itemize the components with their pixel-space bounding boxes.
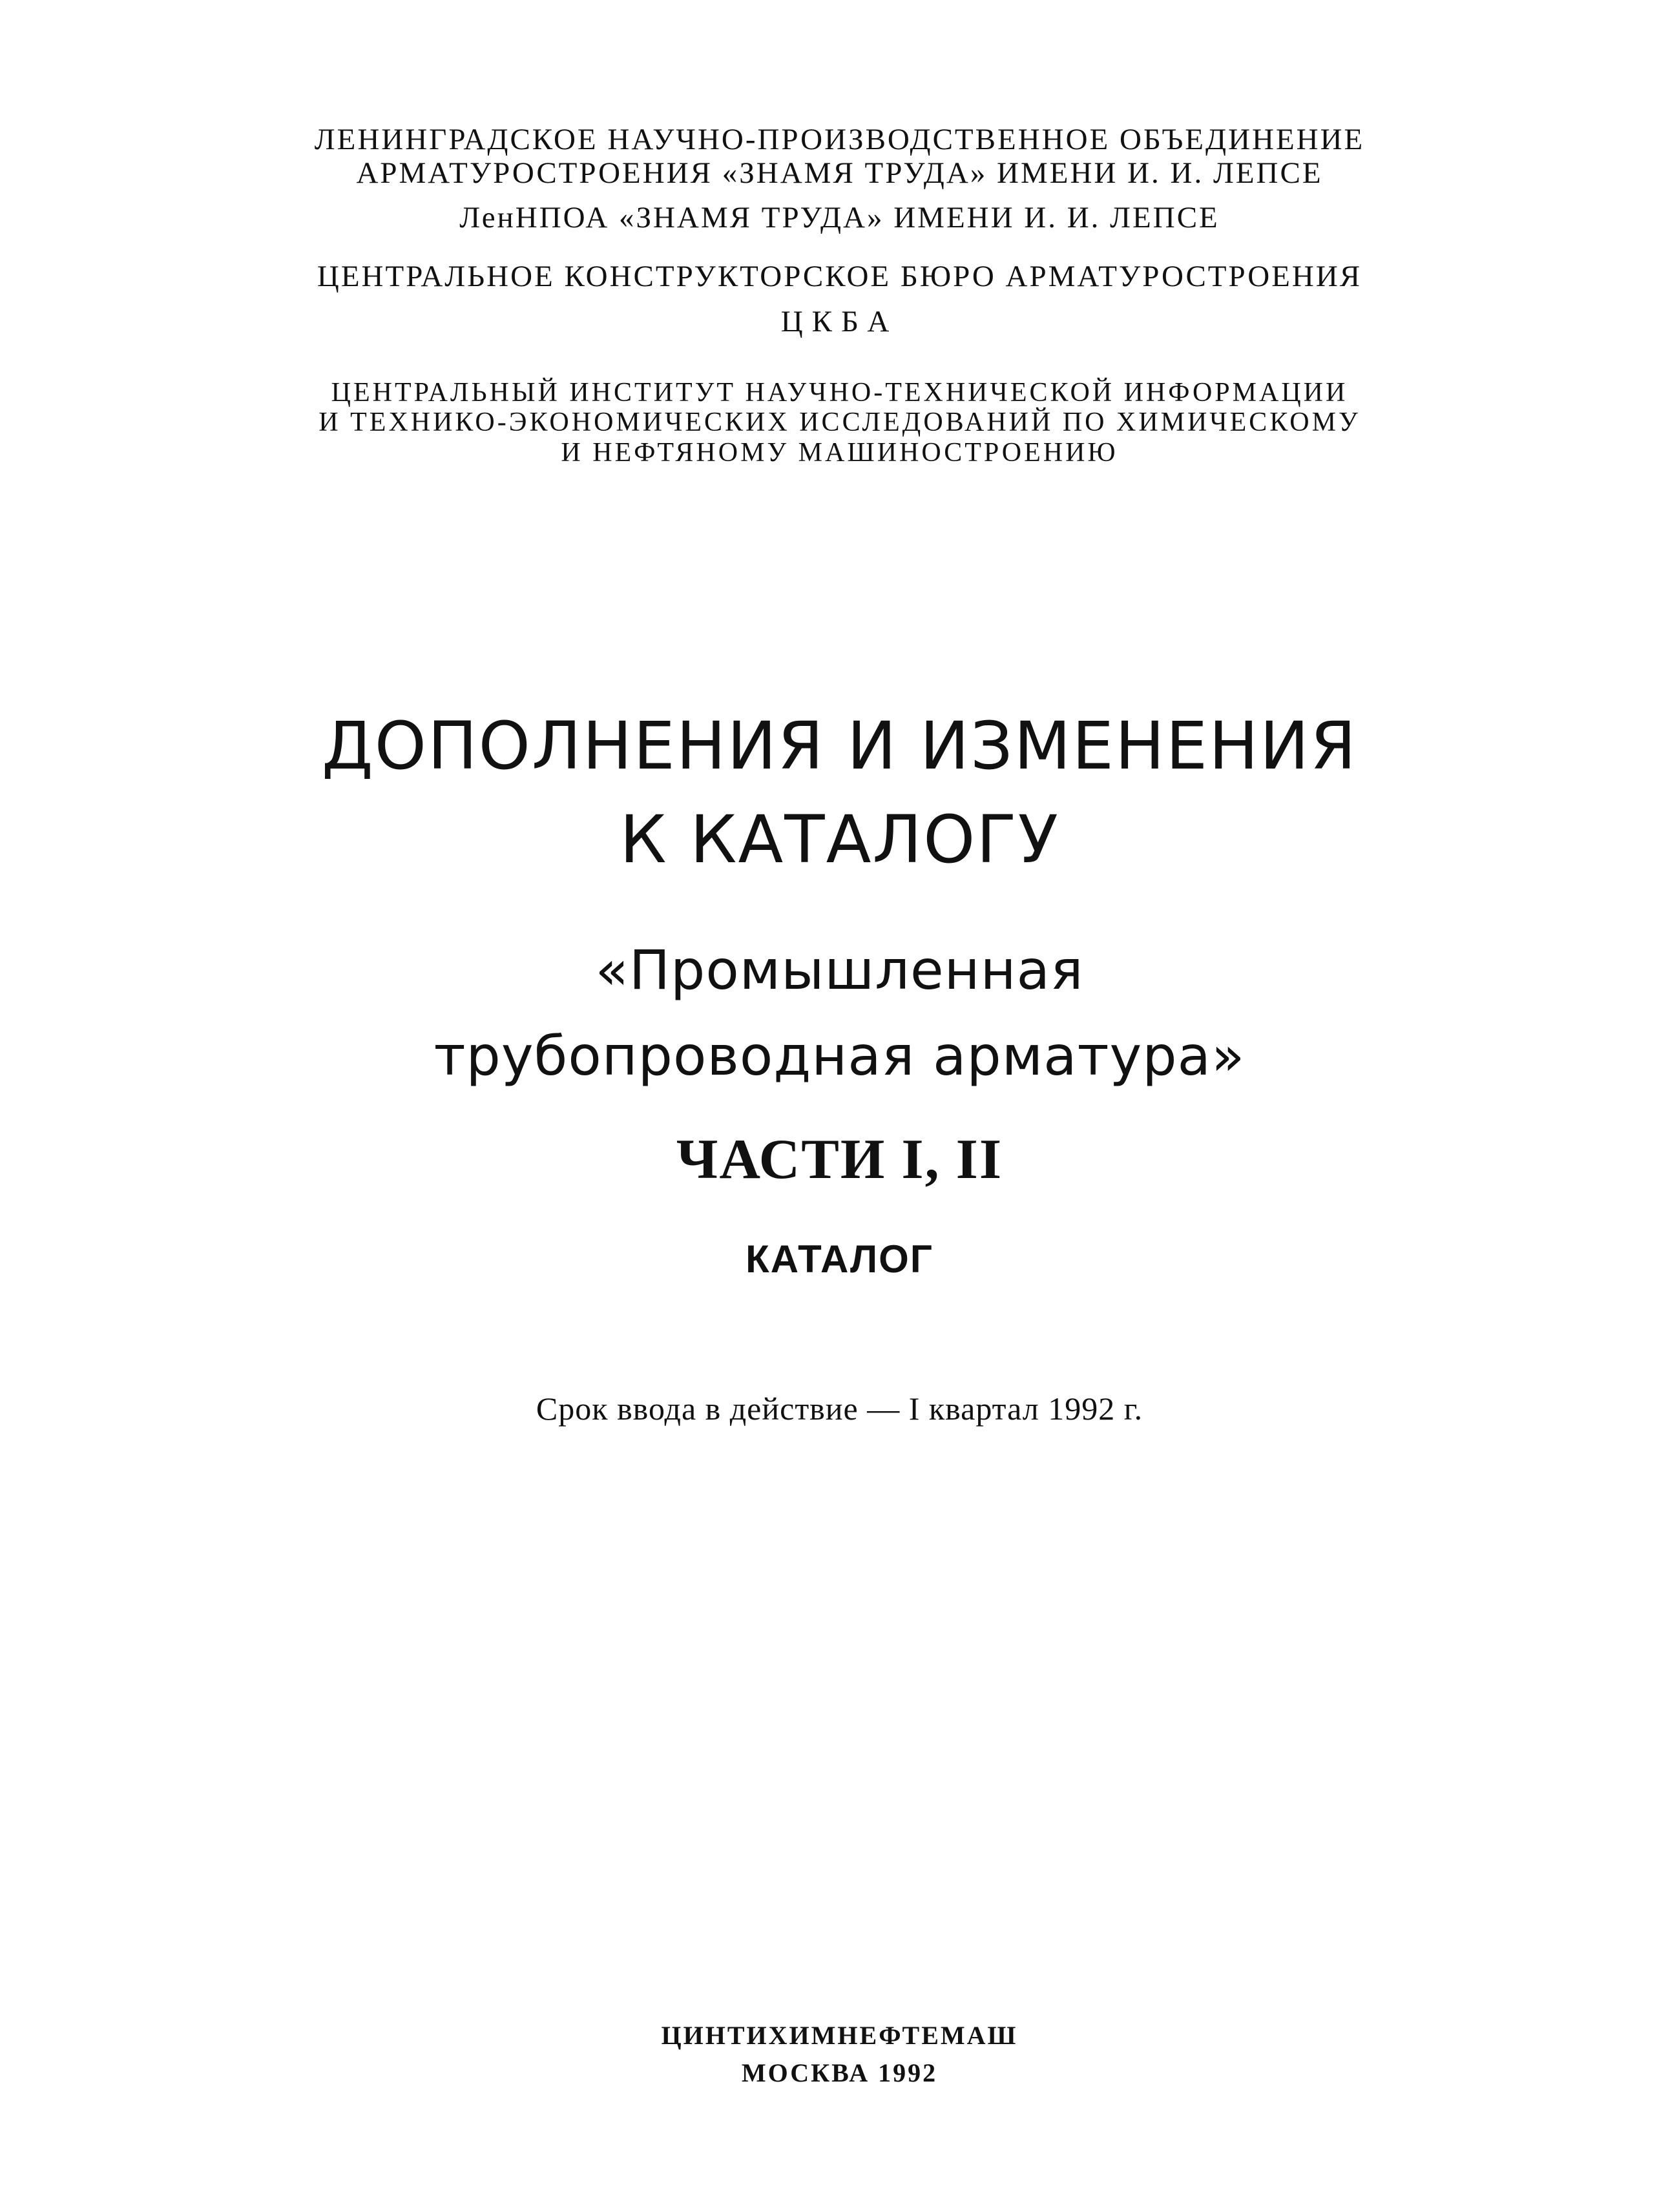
main-title-line-2: К КАТАЛОГУ — [620, 801, 1059, 878]
catalog-parts: ЧАСТИ I, II — [676, 1128, 1003, 1191]
org-name-line-1: ЛЕНИНГРАДСКОЕ НАУЧНО-ПРОИЗВОДСТВЕННОЕ ОБЪЕДИНЕНИЕ — [314, 123, 1365, 156]
org-short-name: ЛенНПОА «ЗНАМЯ ТРУДА» ИМЕНИ И. И. ЛЕПСЕ — [459, 201, 1220, 234]
design-bureau-abbreviation: ЦКБА — [780, 305, 899, 338]
catalog-name-line-2: трубопроводная арматура» — [433, 1024, 1246, 1088]
institute-name-line-2: И ТЕХНИКО-ЭКОНОМИЧЕСКИХ ИССЛЕДОВАНИЙ ПО ХИМИЧЕСКОМУ — [318, 408, 1361, 437]
institute-name-line-1: ЦЕНТРАЛЬНЫЙ ИНСТИТУТ НАУЧНО-ТЕХНИЧЕСКОЙ ИНФОРМАЦИИ — [331, 378, 1348, 408]
catalog-name-line-1: «Промышленная — [595, 938, 1084, 1002]
org-name-line-2: АРМАТУРОСТРОЕНИЯ «ЗНАМЯ ТРУДА» ИМЕНИ И. И. ЛЕПСЕ — [356, 156, 1323, 190]
institute-name-line-3: И НЕФТЯНОМУ МАШИНОСТРОЕНИЮ — [561, 438, 1118, 468]
effective-date: Срок ввода в действие — I квартал 1992 г. — [536, 1390, 1143, 1427]
document-kind: КАТАЛОГ — [746, 1237, 933, 1281]
design-bureau-name: ЦЕНТРАЛЬНОЕ КОНСТРУКТОРСКОЕ БЮРО АРМАТУРОСТРОЕНИЯ — [317, 260, 1362, 293]
publisher-name: ЦИНТИХИМНЕФТЕМАШ — [661, 2021, 1018, 2050]
main-title-line-1: ДОПОЛНЕНИЯ И ИЗМЕНЕНИЯ — [322, 708, 1357, 785]
publisher-place-year: МОСКВА 1992 — [741, 2058, 938, 2087]
